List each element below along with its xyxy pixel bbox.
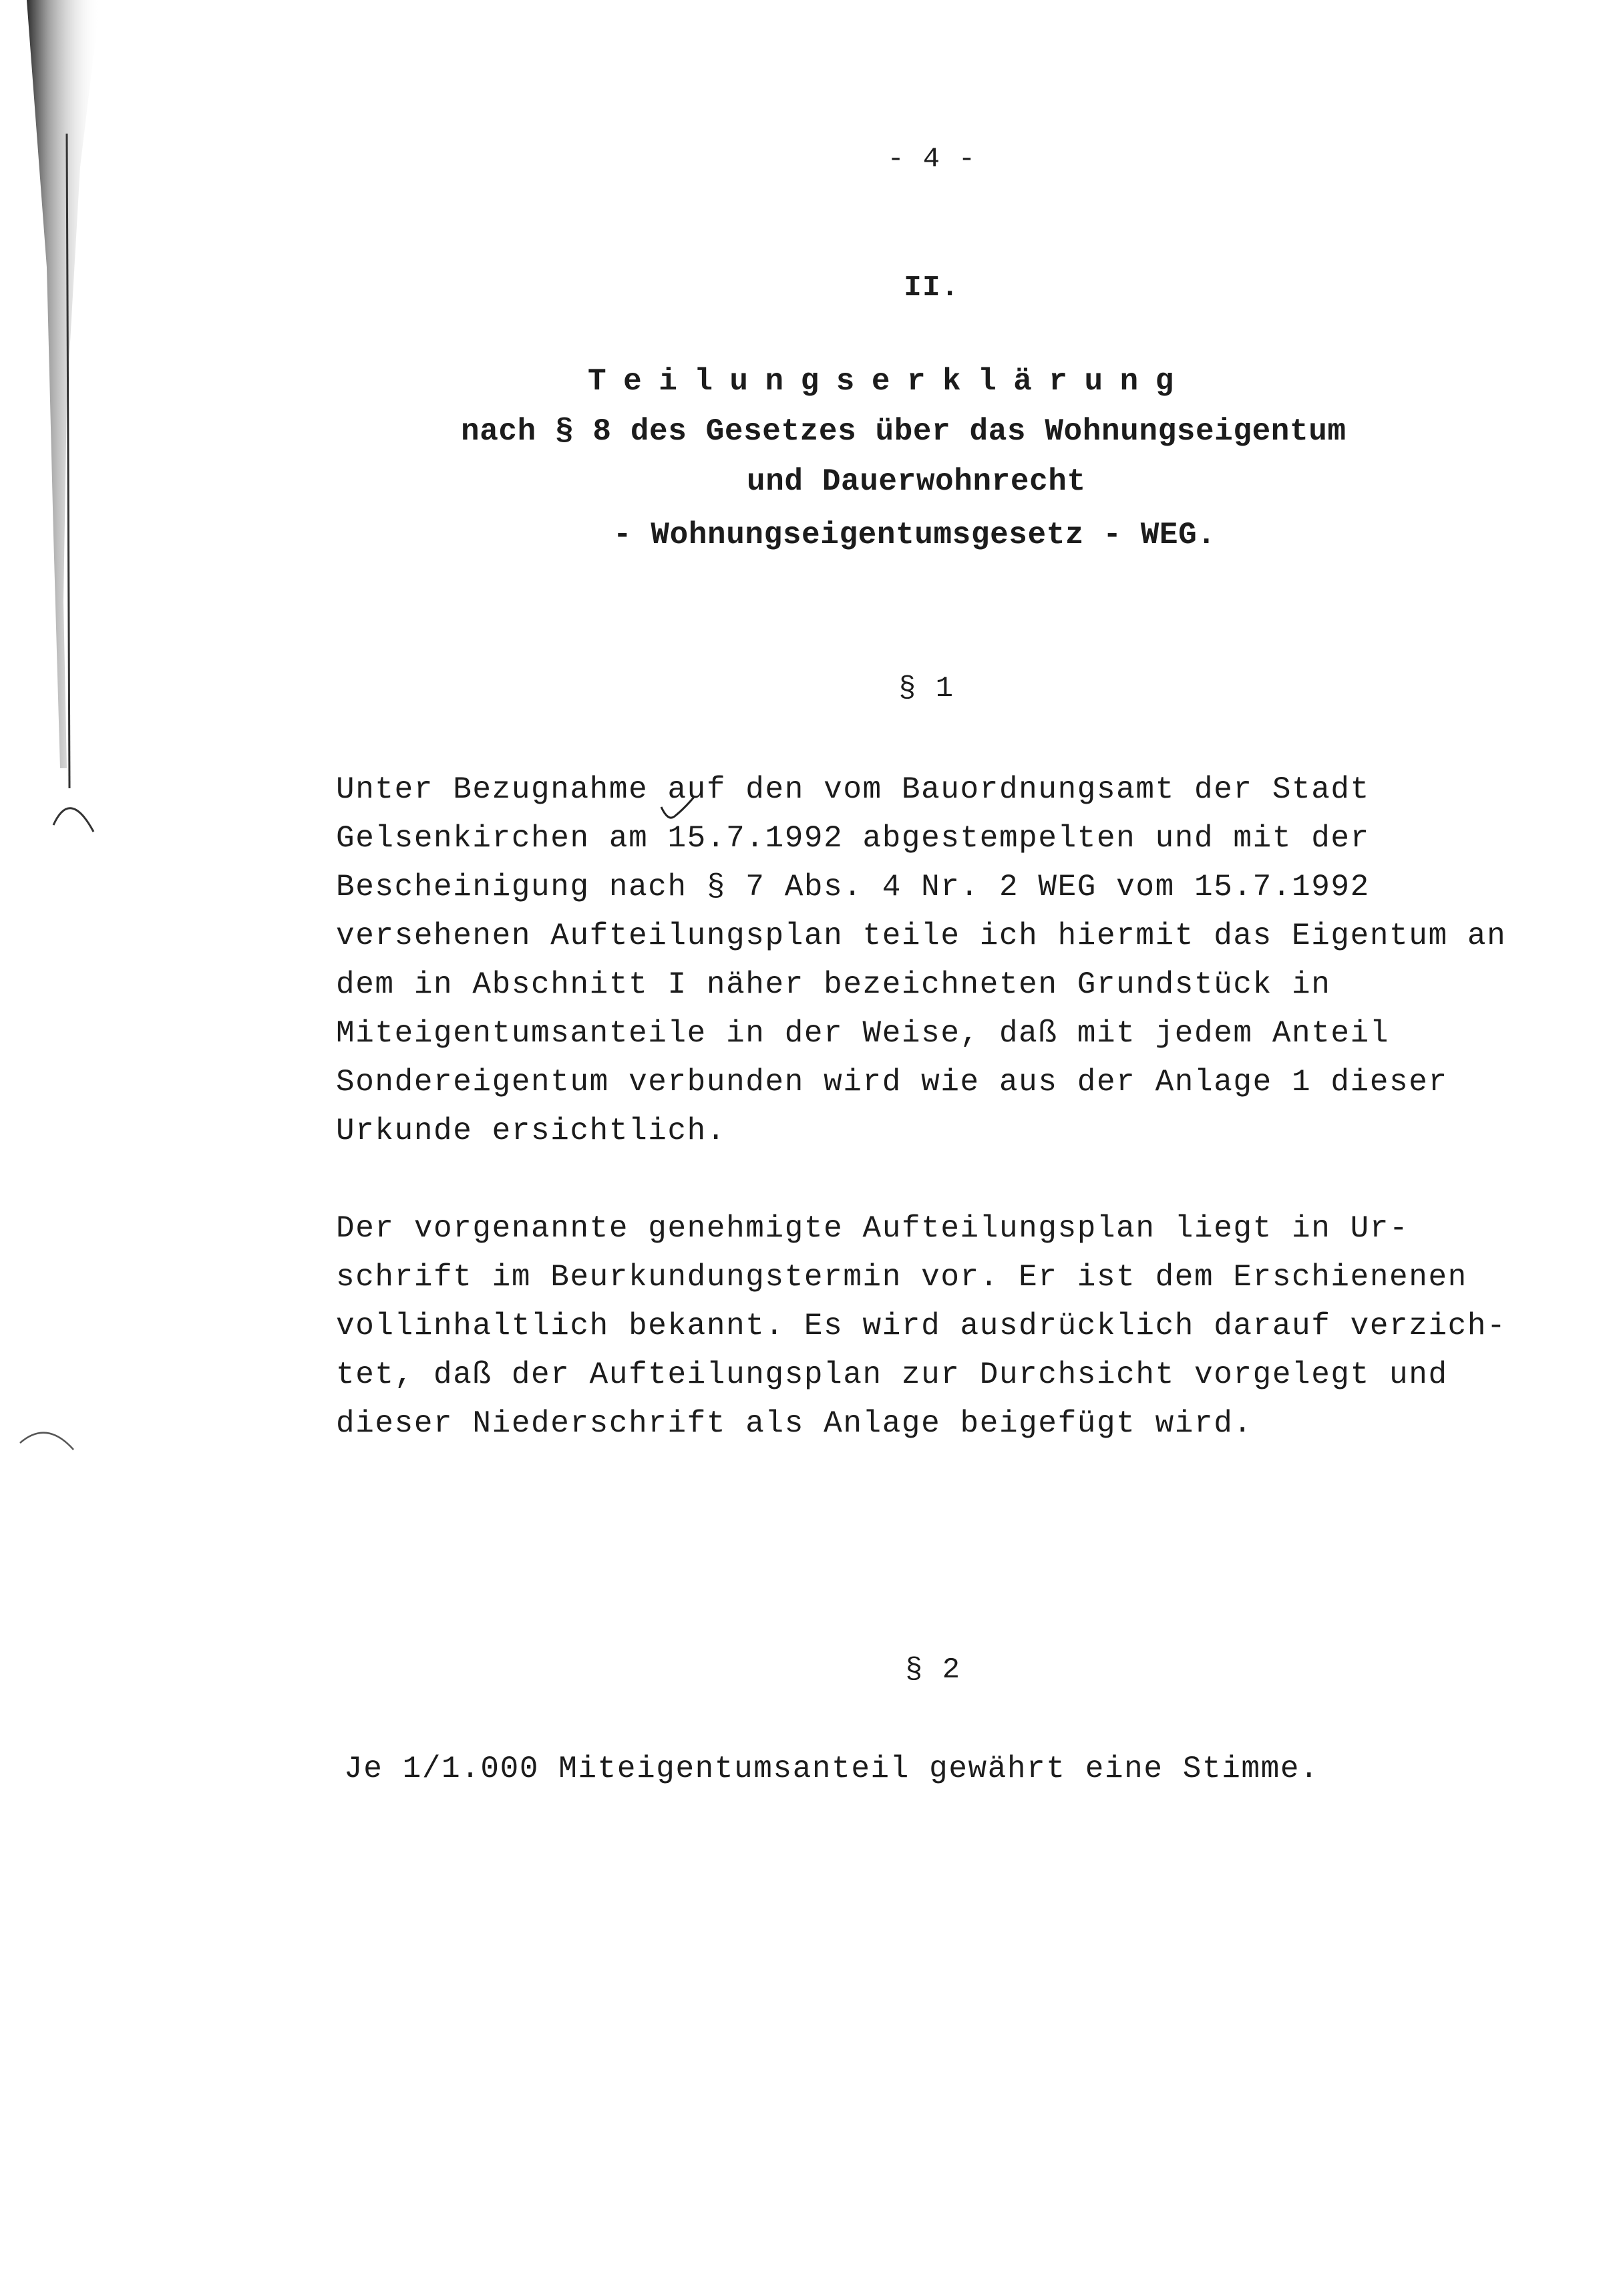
paragraph-line: schrift im Beurkundungstermin vor. Er ist dem Erschienenen: [336, 1260, 1467, 1295]
heading-title: Teilungserklärung: [588, 364, 1191, 399]
page-number: - 4 -: [887, 143, 976, 175]
part-number: II.: [904, 271, 960, 305]
section-title: § 2: [905, 1653, 961, 1687]
paragraph-line: Urkunde ersichtlich.: [336, 1114, 727, 1148]
heading-subtitle: - Wohnungseigentumsgesetz - WEG.: [613, 518, 1216, 552]
paragraph-line: Bescheinigung nach § 7 Abs. 4 Nr. 2 WEG vom 15.7.1992: [336, 870, 1370, 905]
paragraph-line: Gelsenkirchen am 15.7.1992 abgestempelten und mit der: [336, 821, 1370, 856]
heading-subtitle: nach § 8 des Gesetzes über das Wohnungseigentum: [461, 414, 1347, 449]
paragraph-line: Der vorgenannte genehmigte Aufteilungsplan liegt in Ur-: [336, 1211, 1409, 1246]
section-title: § 1: [898, 672, 954, 705]
paragraph-line: Sondereigentum verbunden wird wie aus der Anlage 1 dieser: [336, 1065, 1448, 1100]
heading-subtitle: und Dauerwohnrecht: [747, 464, 1086, 499]
paragraph-line: dem in Abschnitt I näher bezeichneten Grundstück in: [336, 967, 1331, 1002]
scan-edge-artifact: [0, 0, 200, 2296]
paragraph-line: Miteigentumsanteile in der Weise, daß mit jedem Anteil: [336, 1016, 1390, 1051]
paragraph-line: Unter Bezugnahme auf den vom Bauordnungsamt der Stadt: [336, 772, 1370, 807]
paragraph-line: vollinhaltlich bekannt. Es wird ausdrücklich darauf verzich-: [336, 1309, 1507, 1343]
handwritten-check-mark: [658, 795, 698, 828]
paragraph-line: Je 1/1.000 Miteigentumsanteil gewährt eine Stimme.: [344, 1752, 1320, 1786]
paragraph-line: versehenen Aufteilungsplan teile ich hiermit das Eigentum an: [336, 919, 1507, 953]
paragraph-line: dieser Niederschrift als Anlage beigefügt wird.: [336, 1406, 1253, 1441]
paragraph-line: tet, daß der Aufteilungsplan zur Durchsicht vorgelegt und: [336, 1357, 1448, 1392]
